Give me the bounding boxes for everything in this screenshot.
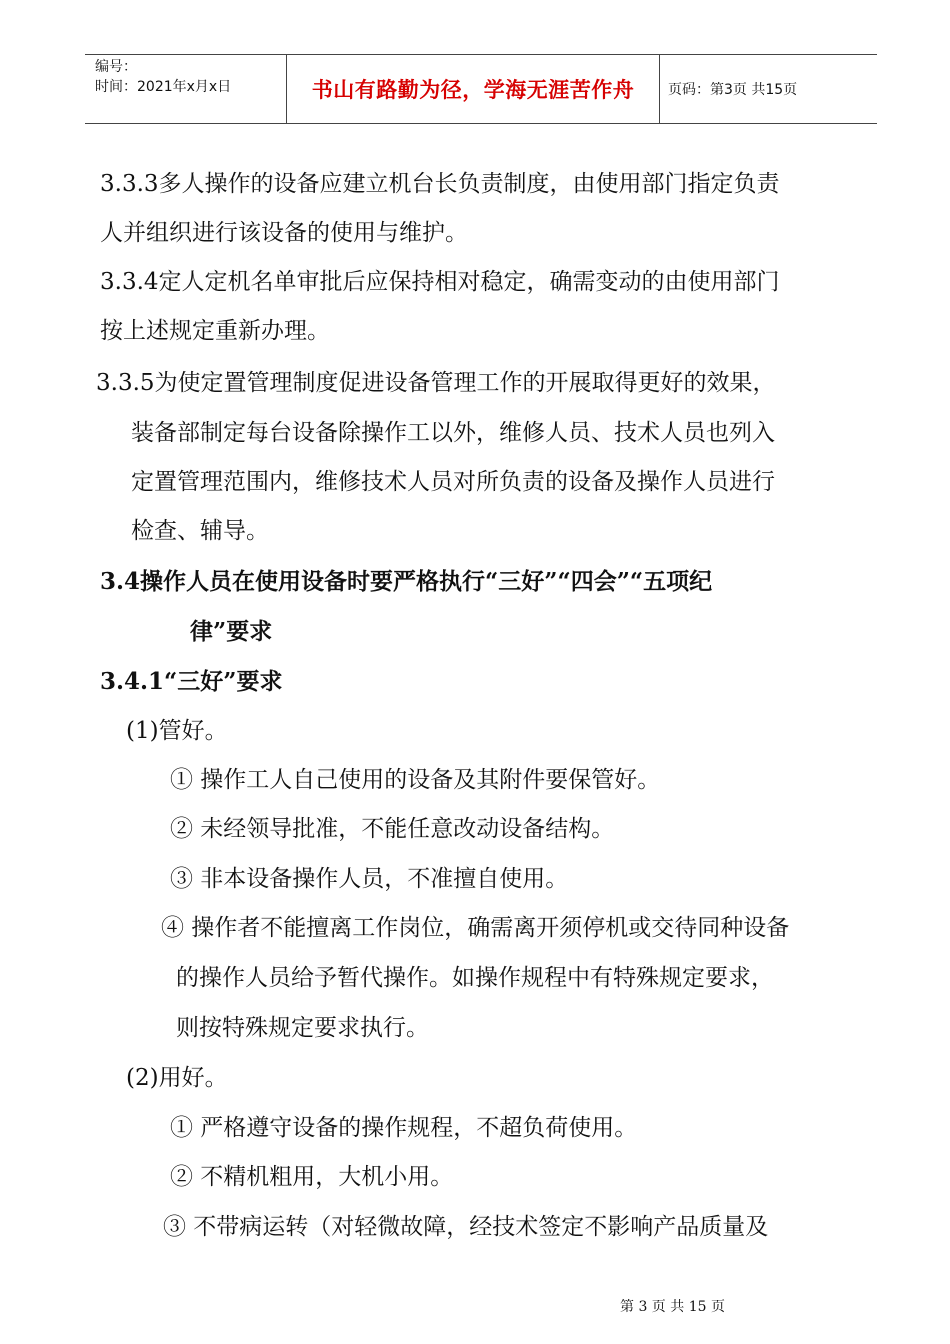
header-divider xyxy=(659,55,660,123)
paragraph-line: 3.3.5为使定置管理制度促进设备管理工作的开展取得更好的效果， xyxy=(96,370,776,396)
list-item: ① 严格遵守设备的操作规程，不超负荷使用。 xyxy=(170,1115,638,1141)
list-item: ④ 操作者不能擅离工作岗位，确需离开须停机或交待同种设备 xyxy=(161,915,790,941)
paragraph-line: 装备部制定每台设备除操作工以外，维修人员、技术人员也列入 xyxy=(131,420,775,446)
list-item-continuation: 则按特殊规定要求执行。 xyxy=(176,1015,429,1041)
list-item-continuation: 的操作人员给予暂代操作。如操作规程中有特殊规定要求， xyxy=(176,965,774,991)
list-item: ③ 不带病运转（对轻微故障，经技术签定不影响产品质量及 xyxy=(163,1214,769,1240)
paragraph-line: 按上述规定重新办理。 xyxy=(100,318,330,344)
page-header xyxy=(85,54,877,124)
list-heading: (2)用好。 xyxy=(126,1065,228,1091)
document-number-label: 编号： xyxy=(95,59,137,75)
header-motto: 书山有路勤为径，学海无涯苦作舟 xyxy=(311,78,635,102)
paragraph-line: 检查、辅导。 xyxy=(131,518,269,544)
list-item: ② 不精机粗用，大机小用。 xyxy=(170,1164,454,1190)
list-item: ③ 非本设备操作人员，不准擅自使用。 xyxy=(170,866,569,892)
list-item: ② 未经领导批准，不能任意改动设备结构。 xyxy=(170,816,615,842)
paragraph-line: 3.3.4定人定机名单审批后应保持相对稳定，确需变动的由使用部门 xyxy=(100,269,780,295)
paragraph-line: 3.3.3多人操作的设备应建立机台长负责制度，由使用部门指定负责 xyxy=(100,171,780,197)
section-heading: 律”要求 xyxy=(190,618,273,645)
header-page-info: 页码：第3页 共15页 xyxy=(668,82,798,98)
header-meta xyxy=(95,57,285,97)
section-heading: 3.4操作人员在使用设备时要严格执行“三好”“四会”“五项纪 xyxy=(100,568,713,595)
document-time-label: 时间：2021年x月x日 xyxy=(95,79,232,95)
paragraph-line: 定置管理范围内，维修技术人员对所负责的设备及操作人员进行 xyxy=(131,469,775,495)
subsection-heading: 3.4.1“三好”要求 xyxy=(100,668,283,695)
list-heading: (1)管好。 xyxy=(126,718,228,744)
paragraph-line: 人并组织进行该设备的使用与维护。 xyxy=(100,220,468,246)
page-footer: 第 3 页 共 15 页 xyxy=(620,1299,725,1315)
list-item: ① 操作工人自己使用的设备及其附件要保管好。 xyxy=(170,767,661,793)
